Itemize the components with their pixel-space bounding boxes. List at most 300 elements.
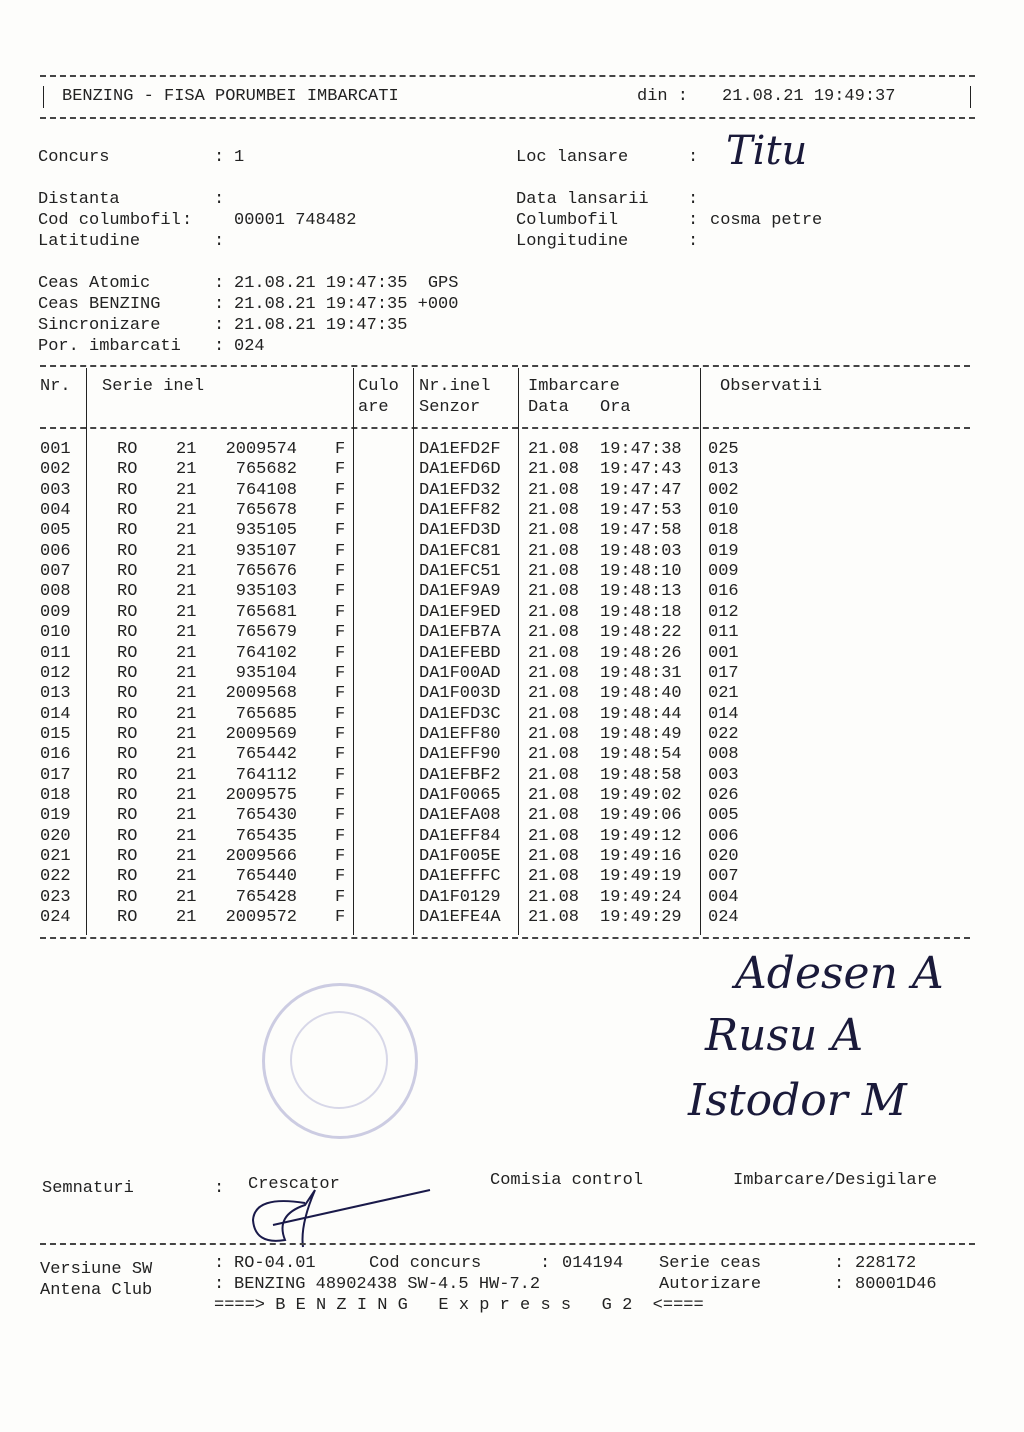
cell-observatii: 008 xyxy=(708,745,739,765)
cell-sensor: DA1EFFFC xyxy=(419,867,501,887)
cell-date: 21.08 xyxy=(528,826,580,846)
cell-year: 21 xyxy=(176,480,197,500)
cell-observatii: 005 xyxy=(708,806,739,826)
cell-date: 21.08 xyxy=(528,602,580,622)
cell-sex: F xyxy=(335,663,346,683)
colon: : xyxy=(688,148,699,167)
table-row xyxy=(0,664,1024,684)
cell-sex: F xyxy=(335,460,346,480)
cell-date: 21.08 xyxy=(528,765,580,785)
cell-year: 21 xyxy=(176,765,197,785)
cell-date: 21.08 xyxy=(528,521,580,541)
cell-date: 21.08 xyxy=(528,643,580,663)
cell-sensor: DA1EFF90 xyxy=(419,745,501,765)
cell-observatii: 002 xyxy=(708,480,739,500)
cell-nr: 019 xyxy=(40,806,71,826)
cell-country: RO xyxy=(117,521,138,541)
cell-country: RO xyxy=(117,663,138,683)
colon: : xyxy=(834,1254,845,1273)
colon: : xyxy=(688,211,699,230)
autorizare-label: Autorizare xyxy=(659,1275,762,1294)
cell-sex: F xyxy=(335,541,346,561)
table-row xyxy=(0,847,1024,867)
cell-sex: F xyxy=(335,908,346,928)
cell-year: 21 xyxy=(176,684,197,704)
ceas-benzing-value: 21.08.21 19:47:35 +000 xyxy=(234,295,459,314)
cell-time: 19:48:54 xyxy=(600,745,682,765)
cell-time: 19:48:26 xyxy=(600,643,682,663)
cell-sex: F xyxy=(335,704,346,724)
table-row xyxy=(0,440,1024,460)
cell-ring: 765442 xyxy=(235,745,297,765)
cell-observatii: 024 xyxy=(708,908,739,928)
document-title: BENZING - FISA PORUMBEI IMBARCATI xyxy=(62,87,399,106)
cell-country: RO xyxy=(117,887,138,907)
colon: : xyxy=(214,232,225,251)
cell-ring: 2009569 xyxy=(225,724,297,744)
cell-observatii: 014 xyxy=(708,704,739,724)
cell-nr: 005 xyxy=(40,521,71,541)
cell-observatii: 018 xyxy=(708,521,739,541)
cell-country: RO xyxy=(117,745,138,765)
colon: : xyxy=(214,274,225,293)
cell-date: 21.08 xyxy=(528,541,580,561)
signature-commission-1: Adesen A xyxy=(735,948,944,999)
loc-value-handwritten: Titu xyxy=(726,128,808,174)
cod-label: Cod columbofil xyxy=(38,211,181,230)
crescator-signature xyxy=(245,1185,435,1250)
cell-year: 21 xyxy=(176,867,197,887)
cell-sex: F xyxy=(335,440,346,459)
sinc-label: Sincronizare xyxy=(38,316,161,335)
cell-sex: F xyxy=(335,684,346,704)
cell-ring: 765430 xyxy=(235,806,297,826)
cell-country: RO xyxy=(117,684,138,704)
cell-sex: F xyxy=(335,867,346,887)
cod-concurs-value: 014194 xyxy=(562,1254,624,1273)
cell-observatii: 004 xyxy=(708,887,739,907)
table-row xyxy=(0,521,1024,541)
cell-time: 19:47:47 xyxy=(600,480,682,500)
ceas-atomic-value: 21.08.21 19:47:35 GPS xyxy=(234,274,459,293)
autorizare-value: 80001D46 xyxy=(855,1275,937,1294)
cell-nr: 017 xyxy=(40,765,71,785)
cell-sex: F xyxy=(335,785,346,805)
colon: : xyxy=(688,232,699,251)
table-row xyxy=(0,481,1024,501)
cell-sensor: DA1EFB7A xyxy=(419,623,501,643)
cell-year: 21 xyxy=(176,643,197,663)
divider xyxy=(43,86,44,108)
cell-sensor: DA1EF9A9 xyxy=(419,582,501,602)
antena-value: BENZING 48902438 SW-4.5 HW-7.2 xyxy=(234,1275,541,1294)
cell-year: 21 xyxy=(176,908,197,928)
cell-ring: 765435 xyxy=(235,826,297,846)
loc-label: Loc lansare xyxy=(516,148,629,167)
cell-date: 21.08 xyxy=(528,460,580,480)
cell-country: RO xyxy=(117,480,138,500)
cell-nr: 008 xyxy=(40,582,71,602)
columbofil-value: cosma petre xyxy=(710,211,823,230)
cell-year: 21 xyxy=(176,582,197,602)
cell-time: 19:49:19 xyxy=(600,867,682,887)
cell-date: 21.08 xyxy=(528,806,580,826)
sinc-value: 21.08.21 19:47:35 xyxy=(234,316,408,335)
cod-value: 00001 748482 xyxy=(234,211,357,230)
cell-observatii: 017 xyxy=(708,663,739,683)
cell-date: 21.08 xyxy=(528,704,580,724)
cell-time: 19:48:22 xyxy=(600,623,682,643)
cell-sex: F xyxy=(335,602,346,622)
cod-concurs-label: Cod concurs xyxy=(369,1254,482,1273)
cell-sensor: DA1EFD3C xyxy=(419,704,501,724)
cell-country: RO xyxy=(117,582,138,602)
cell-ring: 765440 xyxy=(235,867,297,887)
header-data: Data xyxy=(528,398,569,417)
cell-nr: 009 xyxy=(40,602,71,622)
signature-commission-2: Rusu A xyxy=(705,1010,864,1061)
cell-sex: F xyxy=(335,521,346,541)
cell-date: 21.08 xyxy=(528,582,580,602)
cell-country: RO xyxy=(117,826,138,846)
cell-sensor: DA1F0065 xyxy=(419,785,501,805)
divider xyxy=(40,1243,975,1245)
cell-time: 19:47:43 xyxy=(600,460,682,480)
cell-year: 21 xyxy=(176,806,197,826)
header-imbarcare: Imbarcare xyxy=(528,377,620,396)
cell-country: RO xyxy=(117,785,138,805)
cell-ring: 765685 xyxy=(235,704,297,724)
divider xyxy=(40,427,970,429)
cell-time: 19:49:02 xyxy=(600,785,682,805)
cell-ring: 2009566 xyxy=(225,847,297,866)
long-label: Longitudine xyxy=(516,232,629,251)
table-row xyxy=(0,644,1024,664)
cell-nr: 002 xyxy=(40,460,71,480)
cell-year: 21 xyxy=(176,847,197,866)
cell-observatii: 010 xyxy=(708,501,739,521)
cell-country: RO xyxy=(117,562,138,582)
cell-ring: 2009574 xyxy=(225,440,297,459)
table-row xyxy=(0,460,1024,480)
colon: : xyxy=(214,295,225,314)
cell-sex: F xyxy=(335,765,346,785)
comisia-label: Comisia control xyxy=(490,1171,644,1190)
signature-commission-3: Istodor M xyxy=(688,1075,907,1126)
cell-ring: 765428 xyxy=(235,887,297,907)
cell-date: 21.08 xyxy=(528,724,580,744)
colon: : xyxy=(214,1275,225,1294)
cell-time: 19:48:31 xyxy=(600,663,682,683)
cell-sensor: DA1F0129 xyxy=(419,887,501,907)
cell-observatii: 021 xyxy=(708,684,739,704)
cell-time: 19:48:58 xyxy=(600,765,682,785)
cell-country: RO xyxy=(117,806,138,826)
colon: : xyxy=(182,211,193,230)
cell-year: 21 xyxy=(176,562,197,582)
cell-year: 21 xyxy=(176,460,197,480)
cell-year: 21 xyxy=(176,887,197,907)
cell-ring: 764108 xyxy=(235,480,297,500)
serie-ceas-value: 228172 xyxy=(855,1254,917,1273)
cell-time: 19:49:06 xyxy=(600,806,682,826)
cell-nr: 024 xyxy=(40,908,71,928)
cell-sensor: DA1F003D xyxy=(419,684,501,704)
colon: : xyxy=(214,316,225,335)
cell-observatii: 007 xyxy=(708,867,739,887)
cell-observatii: 013 xyxy=(708,460,739,480)
cell-observatii: 026 xyxy=(708,785,739,805)
cell-nr: 011 xyxy=(40,643,71,663)
cell-nr: 004 xyxy=(40,501,71,521)
cell-date: 21.08 xyxy=(528,501,580,521)
data-lansarii-label: Data lansarii xyxy=(516,190,649,209)
cell-nr: 023 xyxy=(40,887,71,907)
concurs-label: Concurs xyxy=(38,148,110,167)
cell-ring: 764102 xyxy=(235,643,297,663)
cell-sex: F xyxy=(335,745,346,765)
cell-country: RO xyxy=(117,867,138,887)
divider xyxy=(40,937,970,939)
cell-date: 21.08 xyxy=(528,562,580,582)
cell-time: 19:47:53 xyxy=(600,501,682,521)
cell-date: 21.08 xyxy=(528,480,580,500)
divider xyxy=(970,86,971,108)
cell-observatii: 025 xyxy=(708,440,739,459)
cell-nr: 010 xyxy=(40,623,71,643)
cell-sensor: DA1EF9ED xyxy=(419,602,501,622)
cell-sex: F xyxy=(335,582,346,602)
cell-time: 19:48:40 xyxy=(600,684,682,704)
colon: : xyxy=(688,190,699,209)
cell-year: 21 xyxy=(176,704,197,724)
cell-date: 21.08 xyxy=(528,867,580,887)
cell-ring: 2009575 xyxy=(225,785,297,805)
cell-ring: 935105 xyxy=(235,521,297,541)
cell-year: 21 xyxy=(176,501,197,521)
table-row xyxy=(0,867,1024,887)
cell-year: 21 xyxy=(176,785,197,805)
cell-country: RO xyxy=(117,724,138,744)
serie-ceas-label: Serie ceas xyxy=(659,1254,762,1273)
table-row xyxy=(0,888,1024,908)
columbofil-label: Columbofil xyxy=(516,211,619,230)
cell-sensor: DA1EFF82 xyxy=(419,501,501,521)
cell-observatii: 003 xyxy=(708,765,739,785)
table-row xyxy=(0,908,1024,928)
cell-ring: 765679 xyxy=(235,623,297,643)
versiune-value: RO-04.01 xyxy=(234,1254,316,1273)
colon: : xyxy=(214,1179,225,1198)
cell-country: RO xyxy=(117,602,138,622)
cell-nr: 006 xyxy=(40,541,71,561)
cell-observatii: 019 xyxy=(708,541,739,561)
cell-ring: 935103 xyxy=(235,582,297,602)
print-date: 21.08.21 19:49:37 xyxy=(722,87,896,106)
cell-time: 19:48:44 xyxy=(600,704,682,724)
table-row xyxy=(0,786,1024,806)
table-row xyxy=(0,623,1024,643)
cell-sensor: DA1EFE4A xyxy=(419,908,501,928)
cell-nr: 016 xyxy=(40,745,71,765)
cell-nr: 020 xyxy=(40,826,71,846)
cell-time: 19:48:10 xyxy=(600,562,682,582)
cell-sensor: DA1EFC81 xyxy=(419,541,501,561)
por-value: 024 xyxy=(234,337,265,356)
cell-sensor: DA1EFD32 xyxy=(419,480,501,500)
cell-year: 21 xyxy=(176,623,197,643)
header-senzor: Senzor xyxy=(419,398,481,417)
header-serie: Serie inel xyxy=(102,377,205,396)
concurs-value: 1 xyxy=(234,148,245,167)
colon: : xyxy=(214,337,225,356)
cell-country: RO xyxy=(117,501,138,521)
cell-date: 21.08 xyxy=(528,623,580,643)
cell-sensor: DA1EFF84 xyxy=(419,826,501,846)
por-label: Por. imbarcati xyxy=(38,337,181,356)
semnaturi-label: Semnaturi xyxy=(42,1179,134,1198)
ceas-benzing-label: Ceas BENZING xyxy=(38,295,161,314)
cell-sex: F xyxy=(335,623,346,643)
cell-date: 21.08 xyxy=(528,684,580,704)
table-row xyxy=(0,603,1024,623)
cell-time: 19:47:58 xyxy=(600,521,682,541)
cell-sex: F xyxy=(335,724,346,744)
table-row xyxy=(0,562,1024,582)
header-culoare-1: Culo xyxy=(358,377,399,396)
divider xyxy=(40,75,975,77)
cell-ring: 935107 xyxy=(235,541,297,561)
cell-country: RO xyxy=(117,765,138,785)
cell-time: 19:48:49 xyxy=(600,724,682,744)
cell-year: 21 xyxy=(176,440,197,459)
table-row xyxy=(0,582,1024,602)
cell-observatii: 020 xyxy=(708,847,739,866)
club-stamp xyxy=(262,983,418,1139)
cell-year: 21 xyxy=(176,521,197,541)
cell-date: 21.08 xyxy=(528,908,580,928)
table-row xyxy=(0,501,1024,521)
cell-nr: 007 xyxy=(40,562,71,582)
cell-nr: 014 xyxy=(40,704,71,724)
cell-date: 21.08 xyxy=(528,440,580,459)
cell-time: 19:49:16 xyxy=(600,847,682,866)
table-row xyxy=(0,542,1024,562)
cell-sensor: DA1EFD6D xyxy=(419,460,501,480)
cell-nr: 015 xyxy=(40,724,71,744)
cell-time: 19:49:12 xyxy=(600,826,682,846)
cell-ring: 935104 xyxy=(235,663,297,683)
header-observatii: Observatii xyxy=(720,377,823,396)
cell-time: 19:49:29 xyxy=(600,908,682,928)
cell-nr: 013 xyxy=(40,684,71,704)
cell-ring: 765676 xyxy=(235,562,297,582)
table-row xyxy=(0,725,1024,745)
table-row xyxy=(0,806,1024,826)
cell-sensor: DA1EFD3D xyxy=(419,521,501,541)
cell-sex: F xyxy=(335,480,346,500)
cell-nr: 012 xyxy=(40,663,71,683)
cell-nr: 018 xyxy=(40,785,71,805)
cell-date: 21.08 xyxy=(528,887,580,907)
ceas-atomic-label: Ceas Atomic xyxy=(38,274,151,293)
divider xyxy=(40,365,970,367)
cell-country: RO xyxy=(117,460,138,480)
date-label: din : xyxy=(637,87,689,106)
cell-observatii: 022 xyxy=(708,724,739,744)
cell-country: RO xyxy=(117,704,138,724)
cell-time: 19:47:38 xyxy=(600,440,682,459)
cell-year: 21 xyxy=(176,745,197,765)
cell-ring: 765681 xyxy=(235,602,297,622)
header-nr: Nr. xyxy=(40,377,71,396)
cell-date: 21.08 xyxy=(528,847,580,866)
cell-country: RO xyxy=(117,847,138,866)
cell-time: 19:48:18 xyxy=(600,602,682,622)
cell-sex: F xyxy=(335,826,346,846)
cell-ring: 765678 xyxy=(235,501,297,521)
cell-time: 19:48:03 xyxy=(600,541,682,561)
cell-sex: F xyxy=(335,562,346,582)
cell-sex: F xyxy=(335,887,346,907)
cell-ring: 2009572 xyxy=(225,908,297,928)
cell-time: 19:48:13 xyxy=(600,582,682,602)
cell-nr: 021 xyxy=(40,847,71,866)
table-row xyxy=(0,745,1024,765)
cell-nr: 003 xyxy=(40,480,71,500)
colon: : xyxy=(834,1275,845,1294)
cell-sex: F xyxy=(335,643,346,663)
cell-country: RO xyxy=(117,541,138,561)
cell-sensor: DA1F005E xyxy=(419,847,501,866)
device-banner: ====> B E N Z I N G E x p r e s s G 2 <==== xyxy=(214,1296,704,1315)
divider xyxy=(40,117,975,119)
header-nrinel: Nr.inel xyxy=(419,377,491,396)
cell-year: 21 xyxy=(176,826,197,846)
cell-sensor: DA1EFA08 xyxy=(419,806,501,826)
cell-observatii: 016 xyxy=(708,582,739,602)
cell-date: 21.08 xyxy=(528,785,580,805)
colon: : xyxy=(214,190,225,209)
cell-year: 21 xyxy=(176,541,197,561)
cell-observatii: 006 xyxy=(708,826,739,846)
cell-sex: F xyxy=(335,806,346,826)
cell-observatii: 001 xyxy=(708,643,739,663)
colon: : xyxy=(540,1254,551,1273)
cell-observatii: 011 xyxy=(708,623,739,643)
cell-sex: F xyxy=(335,847,346,866)
cell-year: 21 xyxy=(176,724,197,744)
cell-sensor: DA1EFEBD xyxy=(419,643,501,663)
crescator-label: Crescator xyxy=(248,1175,340,1194)
table-row xyxy=(0,766,1024,786)
antena-label: Antena Club xyxy=(40,1281,153,1300)
cell-country: RO xyxy=(117,908,138,928)
versiune-label: Versiune SW xyxy=(40,1260,153,1279)
cell-sensor: DA1F00AD xyxy=(419,663,501,683)
cell-date: 21.08 xyxy=(528,663,580,683)
cell-nr: 022 xyxy=(40,867,71,887)
cell-country: RO xyxy=(117,623,138,643)
cell-sensor: DA1EFD2F xyxy=(419,440,501,459)
imbarcare-label: Imbarcare/Desigilare xyxy=(733,1171,938,1190)
cell-ring: 2009568 xyxy=(225,684,297,704)
distanta-label: Distanta xyxy=(38,190,120,209)
header-ora: Ora xyxy=(600,398,631,417)
colon: : xyxy=(214,1254,225,1273)
cell-year: 21 xyxy=(176,602,197,622)
table-row xyxy=(0,684,1024,704)
